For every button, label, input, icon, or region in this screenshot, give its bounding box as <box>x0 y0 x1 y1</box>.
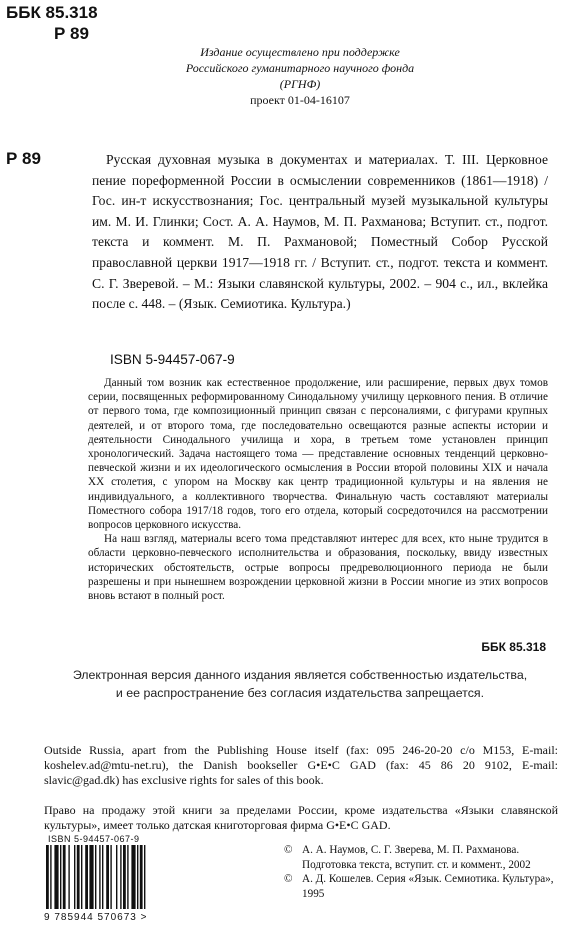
copyright-text-1: А. А. Наумов, С. Г. Зверева, М. П. Рахманова. Подготовка текста, вступит. ст. и коммент., 2002 <box>302 844 531 871</box>
bbk-code-block <box>6 2 98 44</box>
barcode-isbn-label: ISBN 5-94457-067-9 <box>48 834 140 844</box>
copyright-item-1 <box>284 843 560 872</box>
isbn: ISBN 5-94457-067-9 <box>110 352 235 367</box>
bibliographic-record <box>92 150 548 315</box>
annotation-paragraph-1: Данный том возник как естественное продолжение, или расширение, первых двух томов серии, посвященных реформированному Синодальному училищу церковного пения. В отличие от первого тома, где композиционный принцип связан с персоналиями, с фигурами крупных деятелей, и от второго тома, где последовательно освещаются разные аспекты истории и деятельности Синодального училища и хора, в третьем томе установлен принцип хронологический. Задача настоящего тома — представление основных тенденций церковно-певческой жизни и их идеологического осмысления в России второй половины XIX и начала XX столетия, с упором на Москву как центр традиционной культуры и на явления не индивидуального, а коллективного творчества. Финальную часть составляют материалы Поместного собора 1917/18 годов, того его отдела, который сосредоточился на рассмотрении вопросов церковного искусства. <box>88 377 549 532</box>
book-code: Р 89 <box>54 24 89 43</box>
copyright-item-2 <box>284 872 560 901</box>
support-line-3: (РГНФ) <box>279 77 321 91</box>
notice-line-2: и ее распространение без согласия издательства запрещается. <box>115 686 485 700</box>
annotation-paragraph-2: На наш взгляд, материалы всего тома представляют интерес для всех, кто ныне трудится в области церковно-певческого исполнительства и образования, поскольку, ввиду известных исторических обстоятельств, острые вопросы предреволюционного периода не были разрешены и при нынешнем возрождении церковной жизни в России многие из этих вопросов вновь встают в полный рост. <box>88 533 548 603</box>
support-line-4: проект 01-04-16107 <box>250 93 350 107</box>
rights-english: Outside Russia, apart from the Publishing House itself (fax: 095 246-20-20 c/o M153, E-mail: koshelev.ad@mtu-net.ru), the Danish bookseller G•E•C GAD (fax: 45 86 20 9102, E-mail: slavic@gad.dk) has exclusive rights for sales of this book. <box>44 743 558 787</box>
support-line-1: Издание осуществлено при поддержке <box>200 45 400 59</box>
copyright-block <box>284 843 560 901</box>
rights-russian: Право на продажу этой книги за пределами России, кроме издательства «Языки славянской культуры», имеет только датская книготорговая фирма G•E•C GAD. <box>44 803 558 832</box>
notice-line-1: Электронная версия данного издания является собственностью издательства, <box>72 668 528 682</box>
annotation-bbk: ББК 85.318 <box>481 640 546 654</box>
copyright-symbol: © <box>284 873 293 885</box>
copyright-text-2: А. Д. Кошелев. Серия «Язык. Семиотика. Культура», 1995 <box>302 873 554 900</box>
bibliographic-text: Русская духовная музыка в документах и материалах. Т. III. Церковное пение пореформенной России в осмыслении современников (1861—1918) / Гос. ин-т искусствознания; Гос. центральный музей музыкальной культуры им. М. И. Глинки; Сост. А. А. Наумов, М. П. Рахманова; Вступит. ст., подгот. текста и коммент. М. П. Рахмановой; Поместный Собор Русской православной церкви 1917—1918 гг. / Вступит. ст., подгот. текста и коммент. С. Г. Зверевой. – М.: Языки славянской культуры, 2002. – 904 с., ил., вклейка после с. 448. – (Язык. Семиотика. Культура.) <box>92 152 548 312</box>
support-line-2: Российского гуманитарного научного фонда <box>185 61 415 75</box>
barcode-image <box>44 845 182 915</box>
barcode-digits: 9 785944 570673 > <box>44 912 148 923</box>
biblio-code: Р 89 <box>6 149 41 168</box>
annotation <box>88 376 548 603</box>
copyright-symbol: © <box>284 844 293 856</box>
electronic-copyright-notice <box>40 666 560 702</box>
support-notice <box>120 44 480 108</box>
bbk-code: ББК 85.318 <box>6 3 98 22</box>
